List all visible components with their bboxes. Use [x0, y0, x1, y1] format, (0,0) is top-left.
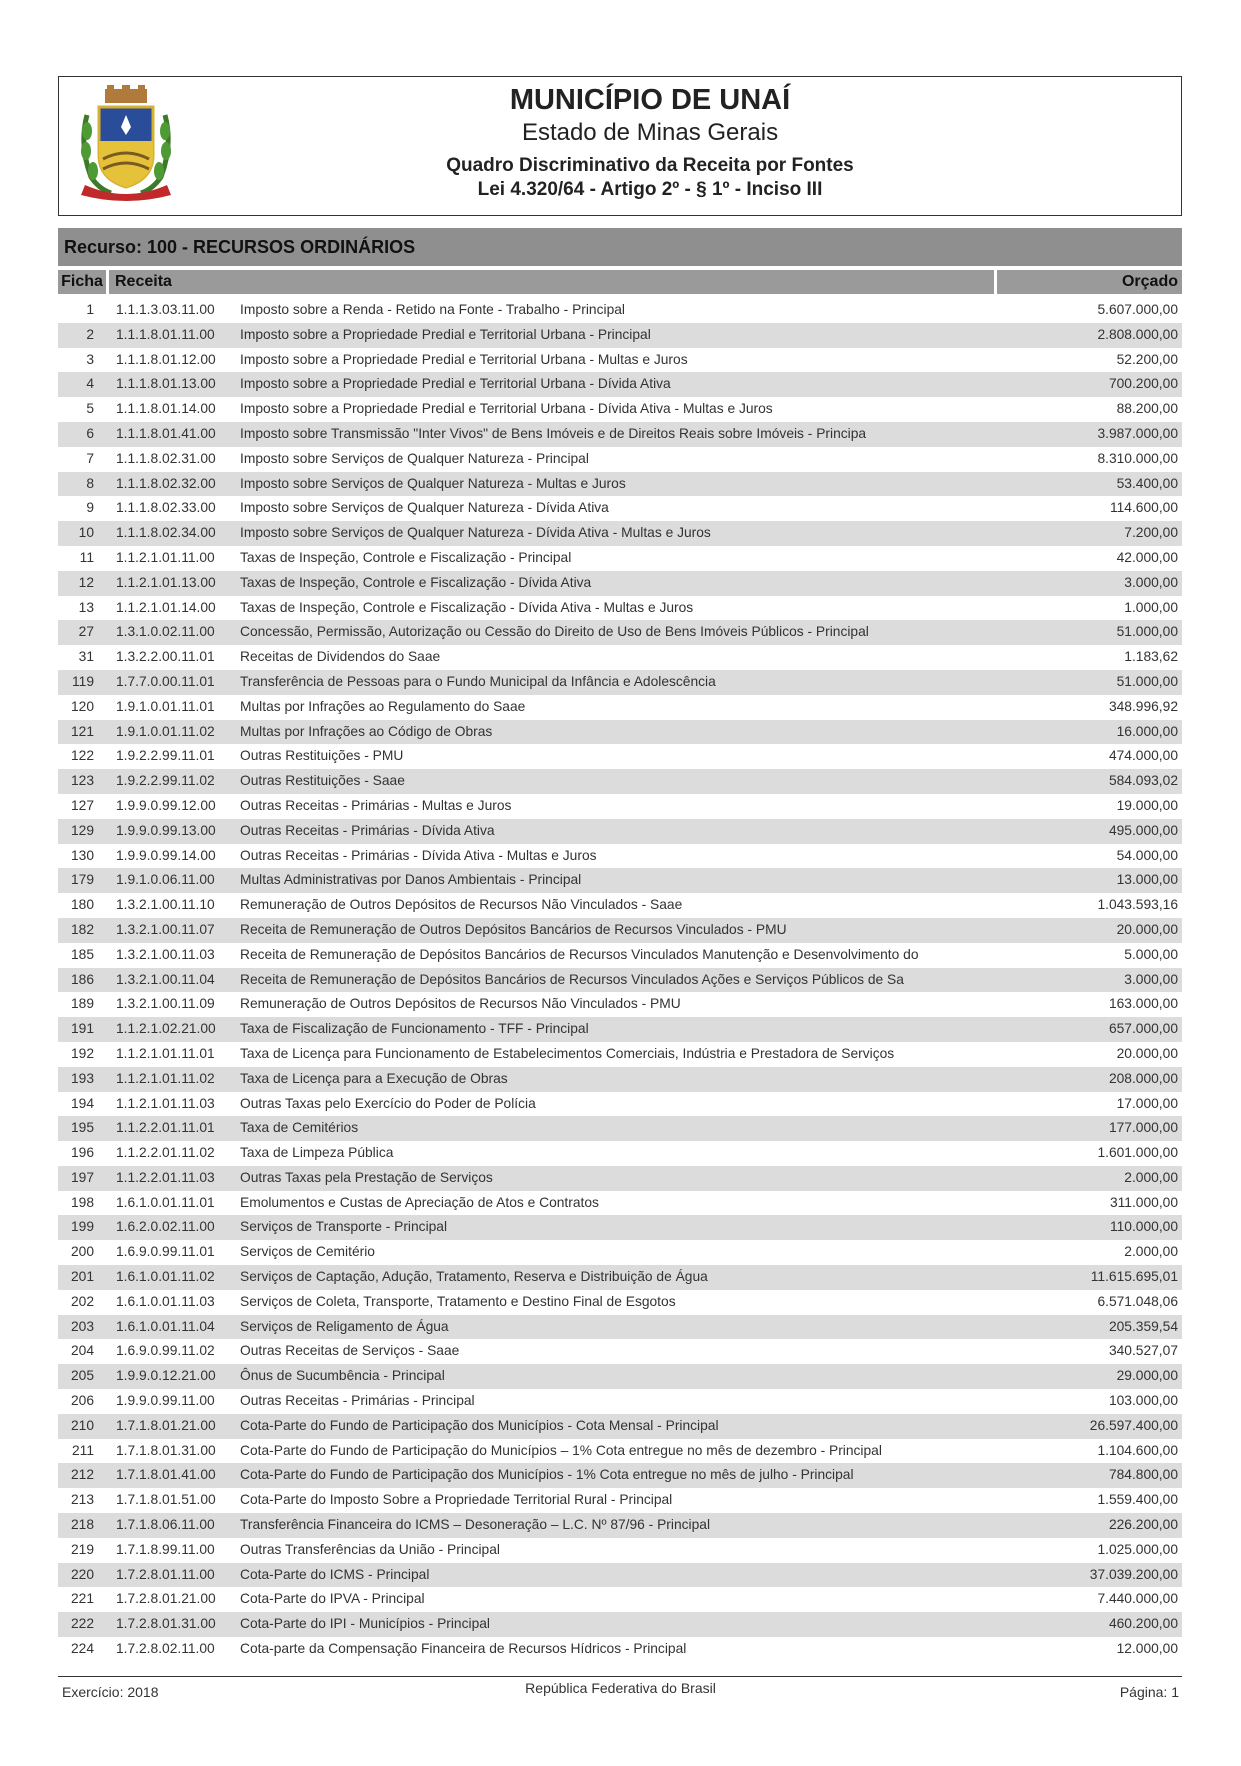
row-code: 1.7.1.8.01.21.00	[116, 1417, 216, 1433]
row-code: 1.7.2.8.01.11.00	[116, 1566, 215, 1582]
row-code: 1.6.9.0.99.11.02	[116, 1343, 215, 1359]
row-budget-value: 20.000,00	[1116, 921, 1178, 937]
row-code: 1.9.9.0.99.13.00	[116, 822, 216, 838]
row-budget-value: 53.400,00	[1116, 475, 1178, 491]
row-description: Cota-Parte do Fundo de Participação dos Municípios - Cota Mensal - Principal	[240, 1417, 719, 1433]
row-code: 1.1.2.1.01.11.00	[116, 549, 215, 565]
row-description: Taxas de Inspeção, Controle e Fiscalização - Principal	[240, 549, 572, 565]
row-description: Outras Transferências da União - Principal	[240, 1541, 500, 1557]
row-ficha: 8	[86, 475, 94, 491]
row-description: Cota-Parte do Imposto Sobre a Propriedade Territorial Rural - Principal	[240, 1492, 673, 1508]
row-code: 1.1.2.1.02.21.00	[116, 1021, 216, 1037]
footer-exercise: Exercício: 2018	[62, 1684, 159, 1700]
row-description: Taxas de Inspeção, Controle e Fiscalização - Dívida Ativa - Multas e Juros	[240, 599, 694, 615]
row-code: 1.3.2.1.00.11.07	[116, 921, 215, 937]
table-row	[58, 1563, 1182, 1588]
row-ficha: 179	[70, 872, 94, 888]
row-budget-value: 3.987.000,00	[1097, 425, 1178, 441]
footer-republic: República Federativa do Brasil	[525, 1680, 716, 1696]
row-budget-value: 2.808.000,00	[1097, 326, 1178, 342]
row-budget-value: 2.000,00	[1124, 1244, 1178, 1260]
row-budget-value: 474.000,00	[1108, 748, 1178, 764]
table-row	[58, 596, 1182, 621]
row-description: Cota-Parte do Fundo de Participação dos Municípios - 1% Cota entregue no mês de julho - Principal	[240, 1467, 854, 1483]
row-budget-value: 26.597.400,00	[1089, 1417, 1178, 1433]
row-code: 1.7.1.8.06.11.00	[116, 1517, 215, 1533]
table-row	[58, 397, 1182, 422]
row-code: 1.1.2.2.01.11.01	[116, 1120, 215, 1136]
table-row	[58, 472, 1182, 497]
row-ficha: 192	[70, 1045, 94, 1061]
row-ficha: 194	[70, 1095, 94, 1111]
row-description: Serviços de Coleta, Transporte, Tratamento e Destino Final de Esgotos	[240, 1293, 676, 1309]
row-code: 1.6.9.0.99.11.01	[116, 1244, 215, 1260]
row-ficha: 186	[70, 971, 94, 987]
row-ficha: 206	[70, 1393, 94, 1409]
row-ficha: 13	[78, 599, 94, 615]
row-code: 1.7.2.8.01.31.00	[116, 1616, 216, 1632]
report-header	[58, 76, 1182, 216]
row-code: 1.9.1.0.06.11.00	[116, 872, 215, 888]
row-ficha: 9	[86, 500, 94, 516]
row-budget-value: 51.000,00	[1116, 673, 1178, 689]
row-ficha: 31	[78, 649, 94, 665]
row-description: Outras Restituições - PMU	[240, 748, 404, 764]
row-description: Outras Taxas pela Prestação de Serviços	[240, 1169, 493, 1185]
row-budget-value: 20.000,00	[1116, 1045, 1178, 1061]
row-budget-value: 42.000,00	[1116, 549, 1178, 565]
row-description: Emolumentos e Custas de Apreciação de Atos e Contratos	[240, 1194, 599, 1210]
table-row	[58, 298, 1182, 323]
row-code: 1.3.2.2.00.11.01	[116, 649, 215, 665]
table-row	[58, 1612, 1182, 1637]
table-row	[58, 521, 1182, 546]
row-description: Multas por Infrações ao Código de Obras	[240, 723, 493, 739]
row-code: 1.1.2.2.01.11.03	[116, 1169, 215, 1185]
row-budget-value: 460.200,00	[1108, 1616, 1178, 1632]
row-description: Imposto sobre a Propriedade Predial e Territorial Urbana - Dívida Ativa - Multas e Juros	[240, 401, 773, 417]
row-ficha: 7	[86, 450, 94, 466]
row-description: Imposto sobre Transmissão "Inter Vivos" de Bens Imóveis e de Direitos Reais sobre Imóveis - Principa	[240, 425, 867, 441]
state-subtitle: Estado de Minas Gerais	[521, 119, 779, 146]
table-row	[58, 868, 1182, 893]
row-budget-value: 37.039.200,00	[1089, 1566, 1178, 1582]
row-code: 1.1.1.8.02.32.00	[116, 475, 216, 491]
table-row	[58, 422, 1182, 447]
row-description: Imposto sobre Serviços de Qualquer Natureza - Multas e Juros	[240, 475, 626, 491]
table-row	[58, 943, 1182, 968]
table-row	[58, 372, 1182, 397]
row-code: 1.6.1.0.01.11.02	[116, 1269, 215, 1285]
legal-basis: Lei 4.320/64 - Artigo 2º - § 1º - Inciso III	[477, 179, 823, 200]
table-row	[58, 1166, 1182, 1191]
table-row	[58, 1265, 1182, 1290]
table-row	[58, 744, 1182, 769]
row-ficha: 2	[86, 326, 94, 342]
row-budget-value: 1.043.593,16	[1097, 897, 1178, 913]
row-budget-value: 29.000,00	[1116, 1368, 1178, 1384]
row-ficha: 121	[70, 723, 94, 739]
footer-page-number: Página: 1	[1119, 1684, 1179, 1700]
row-budget-value: 3.000,00	[1124, 971, 1178, 987]
table-row	[58, 1315, 1182, 1340]
row-ficha: 201	[70, 1269, 94, 1285]
row-ficha: 189	[70, 996, 94, 1012]
row-ficha: 213	[70, 1492, 94, 1508]
table-row	[58, 546, 1182, 571]
row-description: Taxas de Inspeção, Controle e Fiscalização - Dívida Ativa	[240, 574, 592, 590]
row-code: 1.7.2.8.02.11.00	[116, 1641, 215, 1657]
row-code: 1.3.2.1.00.11.03	[116, 946, 215, 962]
row-ficha: 123	[70, 773, 94, 789]
row-budget-value: 784.800,00	[1108, 1467, 1178, 1483]
table-row	[58, 844, 1182, 869]
row-code: 1.9.2.2.99.11.02	[116, 773, 215, 789]
table-row	[58, 794, 1182, 819]
row-description: Outras Receitas - Primárias - Dívida Ativa - Multas e Juros	[240, 847, 597, 863]
row-code: 1.7.1.8.01.51.00	[116, 1492, 216, 1508]
row-ficha: 12	[78, 574, 94, 590]
row-budget-value: 7.440.000,00	[1097, 1591, 1178, 1607]
row-budget-value: 205.359,54	[1108, 1318, 1178, 1334]
row-code: 1.1.2.1.01.14.00	[116, 599, 216, 615]
resource-label: Recurso: 100 - RECURSOS ORDINÁRIOS	[64, 237, 416, 257]
table-row	[58, 1364, 1182, 1389]
row-budget-value: 5.000,00	[1124, 946, 1178, 962]
row-ficha: 221	[70, 1591, 94, 1607]
row-code: 1.7.1.8.01.41.00	[116, 1467, 216, 1483]
row-code: 1.3.2.1.00.11.04	[116, 971, 215, 987]
row-budget-value: 208.000,00	[1108, 1070, 1178, 1086]
row-ficha: 211	[72, 1442, 94, 1458]
row-code: 1.1.2.1.01.11.02	[116, 1070, 215, 1086]
table-row	[58, 645, 1182, 670]
table-row	[58, 1414, 1182, 1439]
row-budget-value: 2.000,00	[1124, 1169, 1178, 1185]
row-code: 1.7.1.8.99.11.00	[116, 1541, 215, 1557]
row-code: 1.7.1.8.01.31.00	[116, 1442, 216, 1458]
row-ficha: 10	[78, 525, 94, 541]
row-description: Taxa de Licença para a Execução de Obras	[240, 1070, 508, 1086]
row-code: 1.1.1.8.02.34.00	[116, 525, 216, 541]
row-description: Outras Receitas - Primárias - Multas e Juros	[240, 797, 512, 813]
row-ficha: 6	[86, 425, 94, 441]
row-description: Remuneração de Outros Depósitos de Recursos Não Vinculados - Saae	[240, 897, 683, 913]
row-code: 1.9.9.0.99.14.00	[116, 847, 216, 863]
row-ficha: 220	[70, 1566, 94, 1582]
row-ficha: 3	[86, 351, 94, 367]
revenue-table-body	[58, 298, 1182, 1662]
row-code: 1.6.1.0.01.11.04	[116, 1318, 215, 1334]
row-budget-value: 52.200,00	[1116, 351, 1178, 367]
row-ficha: 198	[70, 1194, 94, 1210]
table-row	[58, 1290, 1182, 1315]
row-description: Imposto sobre a Propriedade Predial e Territorial Urbana - Dívida Ativa	[240, 376, 671, 392]
row-code: 1.1.1.8.01.12.00	[116, 351, 216, 367]
row-ficha: 182	[70, 921, 94, 937]
row-description: Cota-Parte do IPI - Municípios - Principal	[240, 1616, 490, 1632]
row-code: 1.3.2.1.00.11.10	[116, 897, 215, 913]
table-row	[58, 720, 1182, 745]
row-description: Outras Receitas de Serviços - Saae	[240, 1343, 460, 1359]
row-budget-value: 163.000,00	[1108, 996, 1178, 1012]
table-row	[58, 1389, 1182, 1414]
row-description: Taxa de Cemitérios	[240, 1120, 359, 1136]
row-budget-value: 13.000,00	[1116, 872, 1178, 888]
row-description: Outras Taxas pelo Exercício do Poder de Polícia	[240, 1095, 536, 1111]
row-code: 1.1.1.3.03.11.00	[116, 302, 215, 317]
row-description: Receita de Remuneração de Outros Depósitos Bancários de Recursos Vinculados - PMU	[240, 921, 787, 937]
row-budget-value: 700.200,00	[1108, 376, 1178, 392]
row-budget-value: 1.183,62	[1124, 649, 1178, 665]
table-row	[58, 1488, 1182, 1513]
table-row	[58, 670, 1182, 695]
table-row	[58, 1637, 1182, 1662]
table-row	[58, 1538, 1182, 1563]
row-description: Cota-parte da Compensação Financeira de Recursos Hídricos - Principal	[240, 1641, 687, 1657]
row-code: 1.9.1.0.01.11.02	[116, 723, 215, 739]
row-code: 1.9.9.0.99.11.00	[116, 1393, 215, 1409]
row-description: Serviços de Religamento de Água	[240, 1318, 449, 1334]
table-row	[58, 1191, 1182, 1216]
row-code: 1.9.2.2.99.11.01	[116, 748, 215, 764]
table-row	[58, 1067, 1182, 1092]
municipality-title: MUNICÍPIO DE UNAÍ	[509, 84, 791, 116]
row-budget-value: 1.025.000,00	[1097, 1541, 1178, 1557]
row-ficha: 191	[70, 1021, 94, 1037]
row-ficha: 222	[70, 1616, 94, 1632]
row-code: 1.1.2.1.01.13.00	[116, 574, 216, 590]
column-header-receita: Receita	[109, 270, 994, 294]
row-code: 1.1.1.8.02.33.00	[116, 500, 216, 516]
column-header-orcado: Orçado	[997, 270, 1182, 294]
row-ficha: 219	[70, 1541, 94, 1557]
row-code: 1.1.1.8.01.13.00	[116, 376, 216, 392]
row-ficha: 195	[70, 1120, 94, 1136]
row-description: Outras Receitas - Primárias - Dívida Ativa	[240, 822, 495, 838]
row-code: 1.1.2.2.01.11.02	[116, 1145, 215, 1161]
row-description: Transferência Financeira do ICMS – Desoneração – L.C. Nº 87/96 - Principal	[240, 1517, 711, 1533]
table-row	[58, 968, 1182, 993]
row-ficha: 224	[70, 1641, 94, 1657]
row-budget-value: 348.996,92	[1108, 698, 1178, 714]
row-description: Serviços de Captação, Adução, Tratamento, Reserva e Distribuição de Água	[240, 1269, 708, 1285]
row-ficha: 202	[70, 1293, 94, 1309]
row-budget-value: 7.200,00	[1124, 525, 1178, 541]
row-budget-value: 8.310.000,00	[1097, 450, 1178, 466]
row-budget-value: 340.527,07	[1108, 1343, 1178, 1359]
row-budget-value: 114.600,00	[1109, 500, 1178, 516]
row-description: Cota-Parte do Fundo de Participação do Municípios – 1% Cota entregue no mês de dezembro - Principal	[240, 1442, 882, 1458]
row-code: 1.1.2.1.01.11.03	[116, 1095, 215, 1111]
table-row	[58, 1017, 1182, 1042]
row-budget-value: 177.000,00	[1108, 1120, 1178, 1136]
table-row	[58, 571, 1182, 596]
row-code: 1.6.2.0.02.11.00	[116, 1219, 215, 1235]
table-row	[58, 1439, 1182, 1464]
row-description: Remuneração de Outros Depósitos de Recursos Não Vinculados - PMU	[240, 996, 681, 1012]
row-budget-value: 17.000,00	[1116, 1095, 1178, 1111]
table-row	[58, 447, 1182, 472]
row-description: Receitas de Dividendos do Saae	[240, 649, 441, 665]
table-row	[58, 1240, 1182, 1265]
row-code: 1.7.7.0.00.11.01	[116, 673, 215, 689]
row-budget-value: 51.000,00	[1116, 624, 1178, 640]
row-budget-value: 584.093,02	[1108, 773, 1178, 789]
table-row	[58, 1141, 1182, 1166]
column-header-ficha: Ficha	[58, 270, 106, 294]
row-description: Multas Administrativas por Danos Ambientais - Principal	[240, 872, 582, 888]
row-description: Taxa de Fiscalização de Funcionamento - TFF - Principal	[240, 1021, 589, 1037]
row-description: Taxa de Limpeza Pública	[240, 1145, 394, 1161]
row-budget-value: 12.000,00	[1116, 1641, 1178, 1657]
row-budget-value: 1.601.000,00	[1097, 1145, 1178, 1161]
row-ficha: 197	[70, 1169, 94, 1185]
row-budget-value: 110.000,00	[1109, 1219, 1178, 1235]
row-description: Cota-Parte do IPVA - Principal	[240, 1591, 425, 1607]
row-ficha: 127	[70, 797, 94, 813]
resource-section-bar	[58, 228, 1182, 266]
table-row	[58, 496, 1182, 521]
row-budget-value: 657.000,00	[1108, 1021, 1178, 1037]
row-description: Multas por Infrações ao Regulamento do Saae	[240, 698, 526, 714]
table-row	[58, 348, 1182, 373]
row-budget-value: 5.607.000,00	[1097, 302, 1178, 317]
row-budget-value: 311.000,00	[1109, 1194, 1178, 1210]
table-row	[58, 893, 1182, 918]
row-ficha: 200	[70, 1244, 94, 1260]
row-budget-value: 6.571.048,06	[1097, 1293, 1178, 1309]
row-description: Serviços de Cemitério	[240, 1244, 375, 1260]
row-ficha: 11	[79, 549, 94, 565]
row-description: Imposto sobre a Propriedade Predial e Territorial Urbana - Principal	[240, 326, 651, 342]
row-budget-value: 1.559.400,00	[1097, 1492, 1178, 1508]
row-description: Concessão, Permissão, Autorização ou Cessão do Direito de Uso de Bens Imóveis Públicos - Principal	[240, 624, 869, 640]
row-ficha: 5	[86, 401, 94, 417]
row-code: 1.1.2.1.01.11.01	[116, 1045, 215, 1061]
row-budget-value: 54.000,00	[1116, 847, 1178, 863]
row-description: Taxa de Licença para Funcionamento de Estabelecimentos Comerciais, Indústria e Prestadora de Serviços	[240, 1045, 895, 1061]
row-budget-value: 103.000,00	[1108, 1393, 1178, 1409]
table-row	[58, 323, 1182, 348]
row-budget-value: 1.000,00	[1124, 599, 1178, 615]
row-description: Imposto sobre Serviços de Qualquer Natureza - Dívida Ativa - Multas e Juros	[240, 525, 711, 541]
row-ficha: 193	[70, 1070, 94, 1086]
row-budget-value: 226.200,00	[1108, 1517, 1178, 1533]
row-code: 1.9.9.0.12.21.00	[116, 1368, 216, 1384]
row-ficha: 203	[70, 1318, 94, 1334]
row-budget-value: 495.000,00	[1108, 822, 1178, 838]
row-ficha: 1	[86, 302, 94, 317]
row-code: 1.1.1.8.01.11.00	[116, 326, 215, 342]
row-ficha: 130	[70, 847, 94, 863]
row-description: Imposto sobre a Propriedade Predial e Territorial Urbana - Multas e Juros	[240, 351, 688, 367]
row-code: 1.6.1.0.01.11.01	[116, 1194, 215, 1210]
table-row	[58, 769, 1182, 794]
row-description: Receita de Remuneração de Depósitos Bancários de Recursos Vinculados Manutenção e Desenvolvimento do	[240, 946, 919, 962]
row-description: Outras Restituições - Saae	[240, 773, 405, 789]
row-code: 1.3.2.1.00.11.09	[116, 996, 215, 1012]
row-description: Ônus de Sucumbência - Principal	[240, 1368, 445, 1384]
table-row	[58, 1092, 1182, 1117]
table-row	[58, 918, 1182, 943]
table-row	[58, 1587, 1182, 1612]
row-ficha: 218	[70, 1517, 94, 1533]
table-row	[58, 1513, 1182, 1538]
row-ficha: 210	[70, 1417, 94, 1433]
table-row	[58, 1116, 1182, 1141]
row-budget-value: 16.000,00	[1116, 723, 1178, 739]
row-ficha: 129	[70, 822, 94, 838]
row-ficha: 204	[70, 1343, 94, 1359]
row-code: 1.1.1.8.01.41.00	[116, 425, 216, 441]
table-row	[58, 992, 1182, 1017]
row-code: 1.3.1.0.02.11.00	[116, 624, 215, 640]
table-row	[58, 819, 1182, 844]
row-description: Receita de Remuneração de Depósitos Bancários de Recursos Vinculados Ações e Serviços Públicos de Sa	[240, 971, 904, 987]
row-budget-value: 11.615.695,01	[1090, 1269, 1178, 1285]
row-ficha: 119	[72, 673, 94, 689]
table-row	[58, 1463, 1182, 1488]
row-ficha: 212	[70, 1467, 94, 1483]
row-description: Imposto sobre Serviços de Qualquer Natureza - Principal	[240, 450, 589, 466]
row-budget-value: 3.000,00	[1124, 574, 1178, 590]
row-ficha: 4	[86, 376, 94, 392]
row-code: 1.7.2.8.01.21.00	[116, 1591, 216, 1607]
row-description: Imposto sobre a Renda - Retido na Fonte - Trabalho - Principal	[240, 302, 625, 317]
row-code: 1.1.1.8.01.14.00	[116, 401, 216, 417]
row-ficha: 120	[70, 698, 94, 714]
footer-divider	[58, 1676, 1182, 1677]
row-code: 1.9.9.0.99.12.00	[116, 797, 216, 813]
row-ficha: 180	[70, 897, 94, 913]
row-ficha: 199	[70, 1219, 94, 1235]
row-code: 1.6.1.0.01.11.03	[116, 1293, 215, 1309]
row-description: Serviços de Transporte - Principal	[240, 1219, 448, 1235]
row-ficha: 205	[70, 1368, 94, 1384]
row-ficha: 196	[70, 1145, 94, 1161]
row-budget-value: 88.200,00	[1116, 401, 1178, 417]
row-description: Cota-Parte do ICMS - Principal	[240, 1566, 430, 1582]
report-title: Quadro Discriminativo da Receita por Fontes	[446, 155, 854, 176]
row-ficha: 185	[70, 946, 94, 962]
table-row	[58, 1339, 1182, 1364]
row-ficha: 27	[78, 624, 94, 640]
row-description: Imposto sobre Serviços de Qualquer Natureza - Dívida Ativa	[240, 500, 609, 516]
row-ficha: 122	[70, 748, 94, 764]
table-row	[58, 695, 1182, 720]
row-budget-value: 1.104.600,00	[1097, 1442, 1178, 1458]
row-code: 1.1.1.8.02.31.00	[116, 450, 216, 466]
table-row	[58, 620, 1182, 645]
row-code: 1.9.1.0.01.11.01	[116, 698, 215, 714]
table-row	[58, 1215, 1182, 1240]
row-budget-value: 19.000,00	[1116, 797, 1178, 813]
row-description: Transferência de Pessoas para o Fundo Municipal da Infância e Adolescência	[240, 673, 716, 689]
row-description: Outras Receitas - Primárias - Principal	[240, 1393, 475, 1409]
table-row	[58, 1042, 1182, 1067]
